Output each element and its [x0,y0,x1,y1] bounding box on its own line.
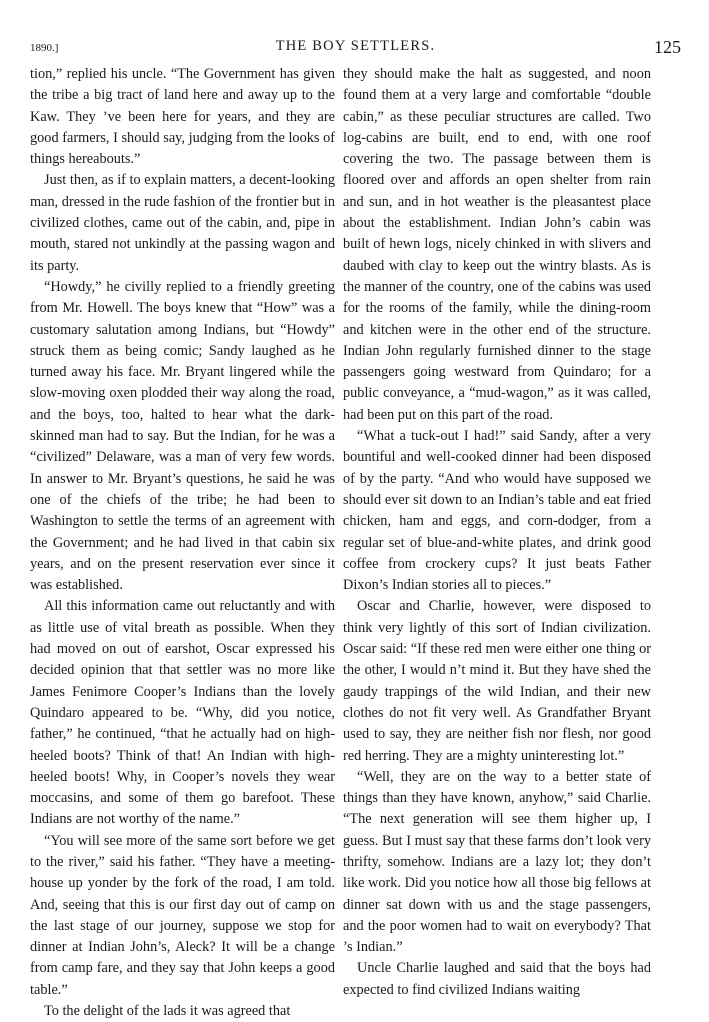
paragraph: To the delight of the lads it was agreed that [44,1003,291,1020]
paragraph: “What a tuck-out I had!” said Sandy, after a very bountiful and well-cooked dinner had been disposed of by the party. “And who would have supposed we should ever sit down to an Indian’s table and eat fried chicken, ham and eggs, and corn-dodger, from a regular set of blue-and-white plates, and drink good coffee from crockery cups? It just beats Father Dixon’s Indian stories all to pieces.” [343,428,651,594]
paragraph: Uncle Charlie laughed and said that the boys had expected to find civilized Indians waiting [343,960,651,998]
running-header [30,38,681,58]
paragraph: they should make the halt as suggested, and noon found them at a very large and comfortable “double cabin,” as these peculiar structures are called. Two log-cabins are built, end to end, with one roof covering the two. The passage between them is floored over and affords an open shelter from rain and sun, and in hot weather is the pleasantest place about the establishment. Indian John’s cabin was built of hewn logs, nicely chinked in with slivers and daubed with clay to keep out the wintry blasts. As is the manner of the country, one of the cabins was used for the rooms of the family, while the dining-room and kitchen were in the other end of the structure. Indian John regularly furnished dinner to the stage passengers going westward from Quindaro; for a public conveyance, a “mud-wagon,” as it was called, had been put on this part of the road. [343,66,651,423]
paragraph: tion,” replied his uncle. “The Government has given the tribe a big tract of land here and away up to the Kaw. They ’ve been here for years, and they are good farmers, I should say, judging from the looks of things hereabouts.” [30,66,335,168]
paragraph: Just then, as if to explain matters, a decent-looking man, dressed in the rude fashion of the frontier but in civilized clothes, came out of the cabin, and, pipe in mouth, stared not unkindly at the passing wagon and its party. [30,172,335,274]
paragraph: Oscar and Charlie, however, were disposed to think very lightly of this sort of Indian civilization. Oscar said: “If these red men were either one thing or the other, I would n’t mind it. But they have shed the gaudy trappings of the wild Indian, and their new clothes do not fit very well. As Grandfather Bryant used to say, they are neither fish nor flesh, nor good red herring. They are a mighty uninteresting lot.” [343,598,651,764]
left-column [30,64,335,1022]
page-number: 125 [654,37,681,57]
paragraph: All this information came out reluctantly and with as little use of vital breath as possible. When they had moved on out of earshot, Oscar expressed his decided opinion that that settler was no more like James Fenimore Cooper’s Indians than the lovely Quindaro appeared to be. “Why, did you notice, father,” he continued, “that he actually had on high-heeled boots? Think of that! An Indian with high-heeled boots! Why, in Cooper’s novels they wear moccasins, and some of them go barefoot. These Indians are not worthy of the name.” [30,598,335,828]
header-year: 1890.] [30,42,59,54]
paragraph: “Howdy,” he civilly replied to a friendly greeting from Mr. Howell. The boys knew that “How” was a customary salutation among Indians, but “Howdy” struck them as being comic; Sandy laughed as he turned away his face. Mr. Bryant lingered while the slow-moving oxen plodded their way along the road, and the boys, too, halted to hear what the dark-skinned man had to say. But the Indian, for he was a “civilized” Delaware, was a man of very few words. In answer to Mr. Bryant’s questions, he said he was one of the chiefs of the tribe; he had been to Washington to settle the terms of an agreement with the Government; and he had lived in that cabin six years, and on the present reservation ever since it was established. [30,278,335,594]
right-column [343,64,651,1001]
paragraph: “You will see more of the same sort before we get to the river,” said his father. “They have a meeting-house up yonder by the fork of the road, I am told. And, seeing that this is our first day out of camp on the last stage of our journey, suppose we stop for dinner at Indian John’s, Aleck? It will be a change from camp fare, and they say that John keeps a good table.” [30,832,335,998]
paragraph: “Well, they are on the way to a better state of things than they have known, anyhow,” said Charlie. “The next generation will see them higher up, I guess. But I must say that these farms don’t look very thrifty, somehow. Indians are a lazy lot; they don’t like work. Did you notice how all those big fellows at dinner sat down with us and the stage passengers, and the poor women had to wait on everybody? That ’s Indian.” [343,768,651,956]
header-title: THE BOY SETTLERS. [275,38,436,54]
